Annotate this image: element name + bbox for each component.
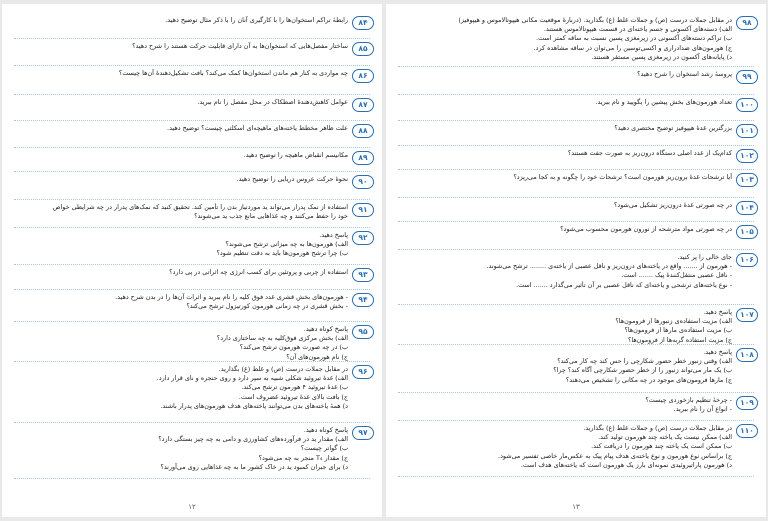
question-line: پاسخ دهید. [703,308,732,316]
question-separator [14,120,370,121]
question-number-badge: ۹۸ [736,16,758,30]
question-line: آیا ترشحات غدهٔ برون‌ریز هورمون است؟ ترشحات خود را چگونه و به کجا می‌ریزد؟ [513,173,732,181]
question-text [12,42,348,51]
question-number-badge: ۸۵ [352,42,374,56]
question-line: الف) غدهٔ تیروئید شکلی شبیه به سپر دارد و روی حنجره و نای قرار دارد. [156,374,348,383]
question-line: د) پایانه‌های آکسون در زیرمغزی پسین مستقر هستند. [591,52,732,61]
question-text [12,293,348,311]
question-separator [14,422,370,423]
question-line: د) هورمون پاراتیروئیدی نمونه‌ای بارز یک هورمون است که یاخته‌های هدف است. [520,460,732,469]
question-line: پاسخ دهید. [319,231,348,239]
question-line: علت ظاهر مخطط یاخته‌های ماهیچه‌ای اسکلتی چیست؟ توضیح دهید. [167,124,348,132]
question-text [396,149,732,158]
question-text [12,268,348,277]
question-text [396,16,732,62]
question-item [12,124,374,133]
question-number-badge: ۸۶ [352,69,374,83]
question-text [396,98,732,107]
question-item [396,70,758,79]
question-line: بزرگترین غدهٔ هیپوفیز توضیح مختصری دهید؟ [614,124,732,132]
question-item [396,124,758,133]
question-item [12,268,374,277]
question-line: استفاده از نمک پدرار می‌تواند ید موردنیاز بدن را تأمین کند. تحقیق کنید که نمک‌های پدرار در چه شرایطی خواص [52,203,348,211]
question-number-badge: ۱۰۶ [736,253,758,267]
question-number-badge: ۹۹ [736,70,758,84]
question-number-badge: ۱۰۸ [736,348,758,362]
question-item [12,231,374,259]
question-item [12,203,374,221]
question-line: ج) مزیت استفاده گربه‌ها از فرومون‌ها؟ [628,335,732,344]
question-item [12,42,374,51]
question-item [396,348,758,385]
question-line: الف) هورمون‌ها به چه میزانی ترشح می‌شوند؟ [225,240,348,249]
question-text [12,175,348,184]
question-number-badge: ۹۶ [352,365,374,379]
question-item [396,253,758,290]
question-number-badge: ۱۰۵ [736,225,758,239]
question-number-badge: ۱۰۷ [736,308,758,322]
question-line: الف) دسته‌های آکسونی و جسم یاخته‌ای در قسمت هیپوتالاموس هستند. [543,25,732,34]
question-text [12,426,348,472]
question-line: ب) ممکن است یک یاخته چند هورمون را دریافت کند. [591,442,732,451]
question-number-badge: ۹۵ [352,325,374,339]
page-number: ۱۳ [572,503,580,511]
question-line: الف) مقدار ید در فرآورده‌های کشاورزی و دامی به چه چیز بستگی دارد؟ [158,435,348,444]
question-line: الف) بخش مرکزی فوق‌کلیه به چه ساختاری دارد؟ [216,334,348,343]
question-text [396,225,732,234]
question-line: چه مواردی به کنار هم ماندن استخوان‌ها کمک می‌کند؟ بافت تشکیل‌دهندهٔ آن‌ها چیست؟ [118,69,348,77]
question-item [12,426,374,472]
question-line: ب) چرا ترشح هورمون‌ها باید به دقت تنظیم شود؟ [216,249,348,258]
question-item [396,149,758,158]
question-separator [398,120,754,121]
question-line: - انواع آن را نام ببرید. [673,405,732,414]
question-text [12,203,348,221]
question-item [396,16,758,62]
question-text [12,16,348,25]
question-separator [14,171,370,172]
question-text [396,70,732,79]
question-line: جای خالی را پر کنید. [677,253,732,261]
question-text [12,69,348,78]
question-number-badge: ۱۰۹ [736,396,758,410]
question-text [396,124,732,133]
question-item [12,365,374,411]
question-line: ج) مقدار T₄ منجر به چه می‌شود؟ [258,453,348,462]
right-page [386,4,766,517]
question-number-badge: ۱۰۳ [736,173,758,187]
question-separator [398,66,754,67]
question-item [12,325,374,362]
question-text [396,396,732,414]
question-separator [14,321,370,322]
question-text [12,124,348,133]
question-number-badge: ۹۴ [352,293,374,307]
question-separator [14,38,370,39]
question-line: ب) گواتر چیست؟ [300,444,348,453]
question-item [12,175,374,184]
question-separator [14,94,370,95]
question-line: ج) نام هورمون‌های آن؟ [286,352,348,361]
question-line: در چه صورتی مواد مترشحه از نورون هورمون محسوب می‌شود؟ [560,225,732,233]
question-line: - بخش قشری در چه زمانی هورمون کورتیزول ترشح می‌کند؟ [186,302,348,311]
question-line: ج) مارها فرومون‌های موجود در چه مکانی را تشخیص می‌دهند؟ [565,375,732,384]
question-item [12,98,374,107]
question-text [396,173,732,182]
question-separator [14,289,370,290]
question-separator [398,344,754,345]
question-number-badge: ۹۲ [352,231,374,245]
question-text [12,151,348,160]
question-text [396,348,732,385]
question-line: ب) غدهٔ تیروئید ۴ هورمون ترشح می‌کند. [241,383,348,392]
question-line: نحوهٔ حرکت عروس دریایی را توضیح دهید. [236,175,348,183]
question-item [12,16,374,25]
question-line: پاسخ کوتاه دهید. [303,325,348,333]
question-item [396,173,758,182]
question-line: - هورمون از ....... واقع در یاخته‌های درون‌ریز و ناقل عصبی از یاخته‌ی ........ ترشح می‌شوند. [486,262,732,271]
question-line: ب) مزیت استفاده‌ی مارها از فرومون‌ها؟ [624,326,732,335]
question-line: خود را حفظ می‌کنند و چه غذاهایی مانع جذب ید می‌شوند؟ [194,212,348,221]
question-line: کدام‌یک از غدد اصلی دستگاه درون‌ریز به صورت جفت هستند؟ [567,149,732,157]
question-line: پاسخ کوتاه دهید. [303,426,348,434]
question-number-badge: ۱۰۰ [736,98,758,112]
question-line: الف) ممکن نیست یک یاخته چند هورمون تولید کند. [598,433,732,442]
question-separator [398,197,754,198]
question-line: د) برای جبران کمبود ید در خاک کشور ما به چه غذاهایی روی می‌آورند؟ [160,462,348,471]
question-number-badge: ۱۰۲ [736,149,758,163]
question-separator [14,227,370,228]
question-text [396,253,732,290]
question-separator [14,478,370,479]
question-separator [398,169,754,170]
question-line: در چه صورتی غدهٔ درون‌ریز تشکیل می‌شود؟ [614,201,732,209]
question-text [12,98,348,107]
page-number: ۱۲ [188,503,196,511]
question-line: ج) براساس نوع هورمون و نوع یاخته‌ی هدف پیام پیک به عکس‌مار خاصی تفسیر می‌شود. [498,451,732,460]
question-separator [14,361,370,362]
question-item [12,293,374,311]
question-number-badge: ۱۱۰ [736,424,758,438]
question-line: - ناقل عصبی منتقل‌کنندهٔ پیک ....... است. [621,271,732,280]
question-number-badge: ۹۳ [352,268,374,282]
question-separator [14,65,370,66]
question-line: رابطهٔ تراکم استخوان‌ها را با کارگیری آنان را با ذکر مثال توضیح دهید. [165,16,348,24]
question-item [396,424,758,470]
question-text [396,308,732,345]
question-number-badge: ۱۰۴ [736,201,758,215]
question-line: ب) یک مار می‌تواند زنبور را از خطر حضور شکارچی آگاه کند؟ چرا؟ [553,366,732,375]
question-line: الف) مزیت استفاده‌ی زنبورها از فرومون‌ها؟ [615,317,732,326]
question-line: در مقابل جملات درست (ص) و جملات غلط (غ) بگذارید. [583,424,732,432]
question-separator [14,199,370,200]
question-separator [398,476,754,477]
question-separator [398,304,754,305]
left-page [2,4,382,517]
question-line: ب) در چه صورت هورمون ترشح می‌کند؟ [239,343,348,352]
question-number-badge: ۹۱ [352,203,374,217]
question-line: ساختار مفصل‌هایی که استخوان‌ها به آن دارای قابلیت حرکت هستند را شرح دهید؟ [132,42,348,50]
question-line: - چرخهٔ تنظیم بازخوردی چیست؟ [645,396,732,404]
question-separator [398,392,754,393]
question-line: پروسهٔ رشد استخوان را شرح دهید؟ [637,70,732,78]
question-item [12,151,374,160]
question-line: د) همهٔ یاخته‌های بدن می‌توانند یاخته‌های هدف هورمون‌های پدرار باشند. [160,401,348,410]
question-text [12,231,348,259]
question-number-badge: ۱۰۱ [736,124,758,138]
question-line: استفاده از چربی و پروتئین برای کسب انرژی چه اثراتی در پی دارد؟ [169,268,348,276]
question-separator [14,264,370,265]
question-number-badge: ۸۸ [352,124,374,138]
question-line: - هورمون‌های بخش قشری غدد فوق کلیه را نام ببرید و اثرات آن‌ها را در بدن شرح دهید. [115,293,348,301]
question-text [12,365,348,411]
question-number-badge: ۸۷ [352,98,374,112]
question-item [396,98,758,107]
question-text [396,201,732,210]
question-line: تعداد هورمون‌های بخش پیشین را بگویید و نام ببرید. [595,98,732,106]
question-item [12,69,374,78]
question-number-badge: ۹۰ [352,175,374,189]
question-separator [14,147,370,148]
question-line: مکانیسم انقباض ماهیچه را توضیح دهید. [243,151,348,159]
question-text [396,424,732,470]
question-line: ج) هورمون‌های ضدادراری و اکسی‌توسین را می‌توان در ساقه مشاهده کرد. [533,43,732,52]
question-text [12,325,348,362]
question-separator [398,249,754,250]
question-separator [398,94,754,95]
question-line: در مقابل جملات درست (ص) و غلط (غ) بگذارید. [218,365,348,373]
question-line: ب) تراکم دسته‌های آکسونی در زیرمغزی پسین نسبت به ساقه کمتر است. [536,34,732,43]
question-item [396,308,758,345]
question-line: پاسخ دهید. [703,348,732,356]
question-number-badge: ۹۷ [352,426,374,440]
question-line: ج) بافت بالای غدهٔ تیروئید غضروف است. [238,392,348,401]
question-line: عوامل کاهش‌دهندهٔ اصطکاک در محل مفصل را نام ببرید. [197,98,348,106]
question-number-badge: ۸۴ [352,16,374,30]
question-separator [398,221,754,222]
question-item [396,201,758,210]
question-item [396,396,758,414]
question-separator [398,145,754,146]
question-item [396,225,758,234]
question-number-badge: ۸۹ [352,151,374,165]
question-separator [398,420,754,421]
question-line: الف) وقتی زنبور خطر حضور شکارچی را حس کند چه کار می‌کند؟ [557,357,732,366]
question-line: در مقابل جملات درست (ص) و جملات غلط (غ) بگذارید. (دربارهٔ موقعیت مکانی هیپوتالاموس و هیپوفیز) [458,16,732,24]
question-line: - نوع یاخته‌های ترشحی و یاخته‌ای که ناقل عصبی بر آن تأثیر می‌گذارد ....... است. [516,280,732,289]
